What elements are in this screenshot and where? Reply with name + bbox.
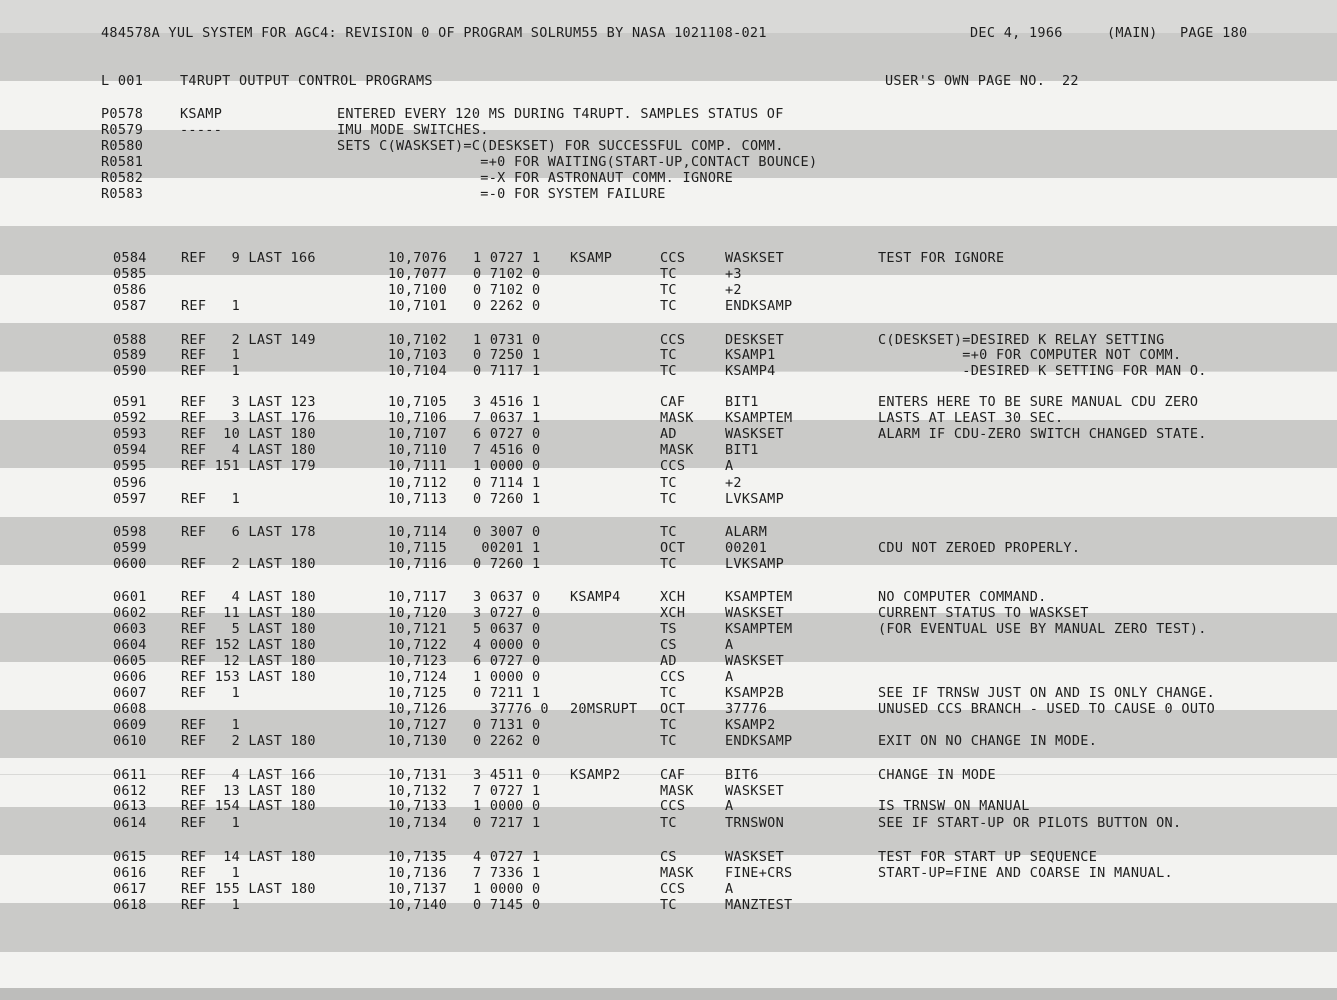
operand: BIT6 xyxy=(725,767,759,783)
operand: WASKSET xyxy=(725,849,784,865)
opcode: CCS xyxy=(660,669,686,685)
address: 10,7133 xyxy=(388,798,447,814)
remark-line-id: R0579 xyxy=(101,122,144,138)
address: 10,7127 xyxy=(388,717,447,733)
ref-column: REF 1 xyxy=(181,363,240,379)
line-number: 0616 xyxy=(113,865,147,881)
operand: WASKSET xyxy=(725,653,784,669)
comment: TEST FOR START UP SEQUENCE xyxy=(878,849,1098,865)
line-number: 0591 xyxy=(113,394,147,410)
machine-word: 0 7260 1 xyxy=(473,556,541,572)
line-number: 0618 xyxy=(113,897,147,913)
opcode: TC xyxy=(660,347,677,363)
ref-column: REF 13 LAST 180 xyxy=(181,783,316,799)
paper-band xyxy=(0,936,1337,952)
opcode: AD xyxy=(660,653,677,669)
page-number: PAGE 180 xyxy=(1180,25,1248,41)
log-number: L 001 xyxy=(101,73,144,89)
ref-column: REF 11 LAST 180 xyxy=(181,605,316,621)
users-page-number: USER'S OWN PAGE NO. 22 xyxy=(885,73,1079,89)
operand: LVKSAMP xyxy=(725,556,784,572)
job-title: 484578A YUL SYSTEM FOR AGC4: REVISION 0 OF PROGRAM SOLRUM55 BY NASA 1021108-021 xyxy=(101,25,767,41)
address: 10,7122 xyxy=(388,637,447,653)
comment: -DESIRED K SETTING FOR MAN O. xyxy=(878,363,1207,379)
ref-column: REF 4 LAST 180 xyxy=(181,589,316,605)
comment: CDU NOT ZEROED PROPERLY. xyxy=(878,540,1081,556)
line-number: 0594 xyxy=(113,442,147,458)
line-number: 0587 xyxy=(113,298,147,314)
line-number: 0599 xyxy=(113,540,147,556)
ref-column: REF 6 LAST 178 xyxy=(181,524,316,540)
address: 10,7116 xyxy=(388,556,447,572)
operand: BIT1 xyxy=(725,394,759,410)
comment: IS TRNSW ON MANUAL xyxy=(878,798,1030,814)
line-number: 0607 xyxy=(113,685,147,701)
operand: KSAMPTEM xyxy=(725,410,793,426)
line-number: 0585 xyxy=(113,266,147,282)
machine-word: 0 2262 0 xyxy=(473,733,541,749)
remark-text: =+0 FOR WAITING(START-UP,CONTACT BOUNCE) xyxy=(337,154,818,170)
ref-column: REF 1 xyxy=(181,815,240,831)
opcode: XCH xyxy=(660,605,686,621)
line-number: 0606 xyxy=(113,669,147,685)
opcode: MASK xyxy=(660,865,694,881)
opcode: TC xyxy=(660,556,677,572)
address: 10,7101 xyxy=(388,298,447,314)
paper-band xyxy=(0,226,1337,242)
line-number: 0604 xyxy=(113,637,147,653)
line-number: 0589 xyxy=(113,347,147,363)
ref-column: REF 3 LAST 123 xyxy=(181,394,316,410)
opcode: TC xyxy=(660,282,677,298)
line-number: 0597 xyxy=(113,491,147,507)
machine-word: 37776 0 xyxy=(473,701,549,717)
line-number: 0586 xyxy=(113,282,147,298)
line-number: 0614 xyxy=(113,815,147,831)
address: 10,7134 xyxy=(388,815,447,831)
operand: A xyxy=(725,669,734,685)
ref-column: REF 10 LAST 180 xyxy=(181,426,316,442)
print-date: DEC 4, 1966 xyxy=(970,25,1063,41)
paper-band xyxy=(0,952,1337,968)
ref-column: REF 3 LAST 176 xyxy=(181,410,316,426)
ref-column: REF 1 xyxy=(181,717,240,733)
machine-word: 0 7250 1 xyxy=(473,347,541,363)
machine-word: 0 7131 0 xyxy=(473,717,541,733)
remark-text: IMU MODE SWITCHES. xyxy=(337,122,489,138)
ref-column: REF 1 xyxy=(181,491,240,507)
address: 10,7124 xyxy=(388,669,447,685)
address: 10,7100 xyxy=(388,282,447,298)
address: 10,7132 xyxy=(388,783,447,799)
ref-column: REF 12 LAST 180 xyxy=(181,653,316,669)
symbol-label: KSAMP4 xyxy=(570,589,621,605)
address: 10,7125 xyxy=(388,685,447,701)
opcode: CCS xyxy=(660,458,686,474)
address: 10,7136 xyxy=(388,865,447,881)
machine-word: 0 7260 1 xyxy=(473,491,541,507)
opcode: TC xyxy=(660,717,677,733)
machine-word: 6 0727 0 xyxy=(473,653,541,669)
remark-text: =-0 FOR SYSTEM FAILURE xyxy=(337,186,666,202)
comment: C(DESKSET)=DESIRED K RELAY SETTING xyxy=(878,332,1165,348)
operand: KSAMP1 xyxy=(725,347,776,363)
log-section-title: T4RUPT OUTPUT CONTROL PROGRAMS xyxy=(180,73,433,89)
machine-word: 3 0637 0 xyxy=(473,589,541,605)
remark-text: =-X FOR ASTRONAUT COMM. IGNORE xyxy=(337,170,734,186)
line-number: 0603 xyxy=(113,621,147,637)
opcode: TS xyxy=(660,621,677,637)
remark-line-id: R0582 xyxy=(101,170,144,186)
remark-text: ENTERED EVERY 120 MS DURING T4RUPT. SAMPLES STATUS OF xyxy=(337,106,784,122)
ref-column: REF 153 LAST 180 xyxy=(181,669,316,685)
operand: WASKSET xyxy=(725,605,784,621)
paper-band xyxy=(0,968,1337,984)
operand: LVKSAMP xyxy=(725,491,784,507)
operand: MANZTEST xyxy=(725,897,793,913)
comment: START-UP=FINE AND COARSE IN MANUAL. xyxy=(878,865,1173,881)
machine-word: 3 4511 0 xyxy=(473,767,541,783)
opcode: CCS xyxy=(660,250,686,266)
operand: +3 xyxy=(725,266,742,282)
ref-column: REF 154 LAST 180 xyxy=(181,798,316,814)
opcode: TC xyxy=(660,298,677,314)
operand: DESKSET xyxy=(725,332,784,348)
address: 10,7121 xyxy=(388,621,447,637)
line-number: 0610 xyxy=(113,733,147,749)
operand: 00201 xyxy=(725,540,768,556)
opcode: CAF xyxy=(660,767,686,783)
address: 10,7112 xyxy=(388,475,447,491)
opcode: CCS xyxy=(660,881,686,897)
opcode: TC xyxy=(660,733,677,749)
line-number: 0615 xyxy=(113,849,147,865)
machine-word: 0 7102 0 xyxy=(473,282,541,298)
comment: NO COMPUTER COMMAND. xyxy=(878,589,1047,605)
ref-column: REF 1 xyxy=(181,865,240,881)
operand: KSAMP2B xyxy=(725,685,784,701)
operand: ALARM xyxy=(725,524,768,540)
line-number: 0617 xyxy=(113,881,147,897)
opcode: MASK xyxy=(660,442,694,458)
machine-word: 4 0000 0 xyxy=(473,637,541,653)
machine-word: 0 7145 0 xyxy=(473,897,541,913)
ref-column: REF 1 xyxy=(181,685,240,701)
remark-line-id: R0581 xyxy=(101,154,144,170)
address: 10,7137 xyxy=(388,881,447,897)
remark-line-id: R0580 xyxy=(101,138,144,154)
comment: =+0 FOR COMPUTER NOT COMM. xyxy=(878,347,1182,363)
line-number: 0593 xyxy=(113,426,147,442)
line-number: 0596 xyxy=(113,475,147,491)
address: 10,7114 xyxy=(388,524,447,540)
operand: FINE+CRS xyxy=(725,865,793,881)
address: 10,7076 xyxy=(388,250,447,266)
operand: KSAMPTEM xyxy=(725,589,793,605)
symbol-label: KSAMP2 xyxy=(570,767,621,783)
address: 10,7135 xyxy=(388,849,447,865)
opcode: TC xyxy=(660,815,677,831)
symbol-label: 20MSRUPT xyxy=(570,701,638,717)
operand: A xyxy=(725,637,734,653)
operand: WASKSET xyxy=(725,250,784,266)
operand: WASKSET xyxy=(725,426,784,442)
line-number: 0588 xyxy=(113,332,147,348)
machine-word: 7 4516 0 xyxy=(473,442,541,458)
machine-word: 7 7336 1 xyxy=(473,865,541,881)
line-number: 0595 xyxy=(113,458,147,474)
opcode: TC xyxy=(660,363,677,379)
operand: KSAMP2 xyxy=(725,717,776,733)
address: 10,7104 xyxy=(388,363,447,379)
line-number: 0605 xyxy=(113,653,147,669)
operand: ENDKSAMP xyxy=(725,733,793,749)
line-number: 0592 xyxy=(113,410,147,426)
comment: UNUSED CCS BRANCH - USED TO CAUSE 0 OUTO xyxy=(878,701,1216,717)
ref-column: REF 14 LAST 180 xyxy=(181,849,316,865)
line-number: 0590 xyxy=(113,363,147,379)
address: 10,7077 xyxy=(388,266,447,282)
address: 10,7113 xyxy=(388,491,447,507)
operand: A xyxy=(725,881,734,897)
line-number: 0609 xyxy=(113,717,147,733)
operand: ENDKSAMP xyxy=(725,298,793,314)
ref-column: REF 9 LAST 166 xyxy=(181,250,316,266)
operand: 37776 xyxy=(725,701,768,717)
machine-word: 1 0727 1 xyxy=(473,250,541,266)
ref-column: REF 5 LAST 180 xyxy=(181,621,316,637)
remark-text: SETS C(WASKSET)=C(DESKSET) FOR SUCCESSFUL COMP. COMM. xyxy=(337,138,784,154)
opcode: TC xyxy=(660,475,677,491)
machine-word: 1 0731 0 xyxy=(473,332,541,348)
machine-word: 0 2262 0 xyxy=(473,298,541,314)
opcode: AD xyxy=(660,426,677,442)
remark-label: KSAMP xyxy=(180,106,223,122)
opcode: CCS xyxy=(660,798,686,814)
machine-word: 1 0000 0 xyxy=(473,669,541,685)
line-number: 0612 xyxy=(113,783,147,799)
paper-band xyxy=(0,210,1337,226)
opcode: CAF xyxy=(660,394,686,410)
paper-band xyxy=(0,920,1337,936)
line-number: 0584 xyxy=(113,250,147,266)
machine-word: 0 7211 1 xyxy=(473,685,541,701)
line-number: 0601 xyxy=(113,589,147,605)
comment: (FOR EVENTUAL USE BY MANUAL ZERO TEST). xyxy=(878,621,1207,637)
comment: ENTERS HERE TO BE SURE MANUAL CDU ZERO xyxy=(878,394,1199,410)
ref-column: REF 2 LAST 180 xyxy=(181,733,316,749)
operand: WASKSET xyxy=(725,783,784,799)
ref-column: REF 4 LAST 166 xyxy=(181,767,316,783)
section-label: (MAIN) xyxy=(1107,25,1158,41)
opcode: OCT xyxy=(660,701,686,717)
machine-word: 0 3007 0 xyxy=(473,524,541,540)
address: 10,7140 xyxy=(388,897,447,913)
address: 10,7117 xyxy=(388,589,447,605)
address: 10,7111 xyxy=(388,458,447,474)
comment: CHANGE IN MODE xyxy=(878,767,996,783)
line-number: 0608 xyxy=(113,701,147,717)
line-number: 0611 xyxy=(113,767,147,783)
address: 10,7106 xyxy=(388,410,447,426)
line-number: 0600 xyxy=(113,556,147,572)
operand: +2 xyxy=(725,282,742,298)
machine-word: 0 7114 1 xyxy=(473,475,541,491)
address: 10,7107 xyxy=(388,426,447,442)
comment: SEE IF START-UP OR PILOTS BUTTON ON. xyxy=(878,815,1182,831)
opcode: TC xyxy=(660,491,677,507)
machine-word: 1 0000 0 xyxy=(473,798,541,814)
ref-column: REF 1 xyxy=(181,298,240,314)
line-number: 0598 xyxy=(113,524,147,540)
operand: +2 xyxy=(725,475,742,491)
machine-word: 0 7217 1 xyxy=(473,815,541,831)
ref-column: REF 2 LAST 149 xyxy=(181,332,316,348)
address: 10,7131 xyxy=(388,767,447,783)
opcode: XCH xyxy=(660,589,686,605)
remark-line-id: R0583 xyxy=(101,186,144,202)
address: 10,7103 xyxy=(388,347,447,363)
comment: SEE IF TRNSW JUST ON AND IS ONLY CHANGE. xyxy=(878,685,1216,701)
machine-word: 5 0637 0 xyxy=(473,621,541,637)
page-bottom-edge xyxy=(0,988,1337,1000)
opcode: TC xyxy=(660,685,677,701)
operand: KSAMP4 xyxy=(725,363,776,379)
line-number: 0602 xyxy=(113,605,147,621)
comment: CURRENT STATUS TO WASKSET xyxy=(878,605,1089,621)
opcode: TC xyxy=(660,266,677,282)
ref-column: REF 1 xyxy=(181,897,240,913)
symbol-label: KSAMP xyxy=(570,250,613,266)
machine-word: 3 4516 1 xyxy=(473,394,541,410)
machine-word: 1 0000 0 xyxy=(473,881,541,897)
ref-column: REF 1 xyxy=(181,347,240,363)
machine-word: 00201 1 xyxy=(473,540,541,556)
machine-word: 1 0000 0 xyxy=(473,458,541,474)
remark-label: ----- xyxy=(180,122,223,138)
address: 10,7102 xyxy=(388,332,447,348)
machine-word: 0 7117 1 xyxy=(473,363,541,379)
machine-word: 7 0727 1 xyxy=(473,783,541,799)
comment: ALARM IF CDU-ZERO SWITCH CHANGED STATE. xyxy=(878,426,1207,442)
ref-column: REF 152 LAST 180 xyxy=(181,637,316,653)
paper-band xyxy=(0,194,1337,210)
operand: BIT1 xyxy=(725,442,759,458)
operand: TRNSWON xyxy=(725,815,784,831)
machine-word: 6 0727 0 xyxy=(473,426,541,442)
address: 10,7105 xyxy=(388,394,447,410)
address: 10,7115 xyxy=(388,540,447,556)
address: 10,7126 xyxy=(388,701,447,717)
operand: KSAMPTEM xyxy=(725,621,793,637)
machine-word: 0 7102 0 xyxy=(473,266,541,282)
comment: EXIT ON NO CHANGE IN MODE. xyxy=(878,733,1098,749)
comment: TEST FOR IGNORE xyxy=(878,250,1005,266)
machine-word: 7 0637 1 xyxy=(473,410,541,426)
ref-column: REF 155 LAST 180 xyxy=(181,881,316,897)
operand: A xyxy=(725,458,734,474)
opcode: TC xyxy=(660,897,677,913)
opcode: CS xyxy=(660,849,677,865)
address: 10,7120 xyxy=(388,605,447,621)
address: 10,7110 xyxy=(388,442,447,458)
machine-word: 4 0727 1 xyxy=(473,849,541,865)
opcode: OCT xyxy=(660,540,686,556)
paper-band xyxy=(0,49,1337,65)
operand: A xyxy=(725,798,734,814)
ref-column: REF 151 LAST 179 xyxy=(181,458,316,474)
comment: LASTS AT LEAST 30 SEC. xyxy=(878,410,1064,426)
line-number: 0613 xyxy=(113,798,147,814)
remark-line-id: P0578 xyxy=(101,106,144,122)
opcode: MASK xyxy=(660,783,694,799)
opcode: TC xyxy=(660,524,677,540)
ref-column: REF 4 LAST 180 xyxy=(181,442,316,458)
address: 10,7123 xyxy=(388,653,447,669)
ref-column: REF 2 LAST 180 xyxy=(181,556,316,572)
opcode: CS xyxy=(660,637,677,653)
address: 10,7130 xyxy=(388,733,447,749)
opcode: CCS xyxy=(660,332,686,348)
machine-word: 3 0727 0 xyxy=(473,605,541,621)
opcode: MASK xyxy=(660,410,694,426)
